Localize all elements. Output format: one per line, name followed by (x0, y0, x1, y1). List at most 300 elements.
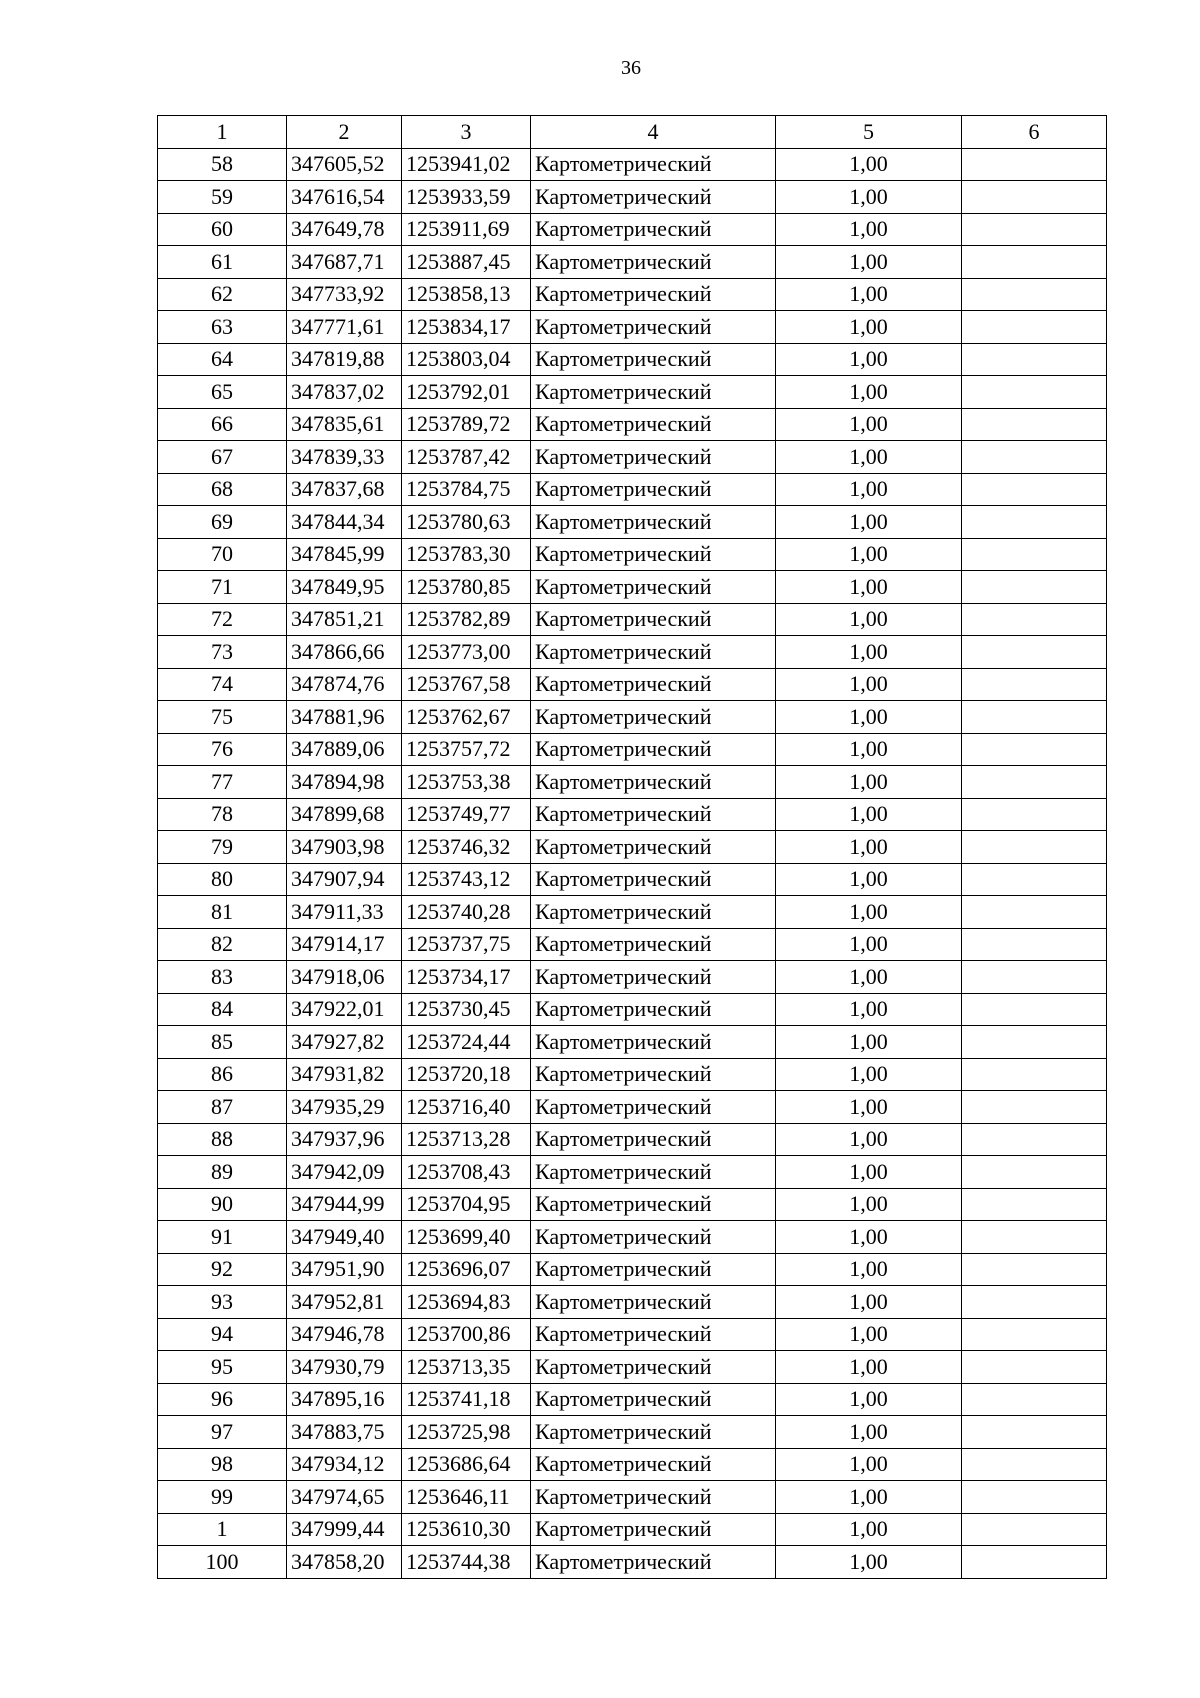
y-coordinate-cell: 1253694,83 (402, 1286, 531, 1319)
note-cell (962, 441, 1107, 474)
table-row (158, 1481, 1107, 1514)
table-row (158, 376, 1107, 409)
table-row (158, 831, 1107, 864)
table-body (158, 116, 1107, 1579)
y-coordinate-cell: 1253737,75 (402, 928, 531, 961)
note-cell (962, 473, 1107, 506)
method-cell: Картометрический (531, 1058, 776, 1091)
point-number-cell: 70 (158, 538, 287, 571)
method-cell: Картометрический (531, 701, 776, 734)
point-number-cell: 94 (158, 1318, 287, 1351)
note-cell (962, 1221, 1107, 1254)
method-cell: Картометрический (531, 213, 776, 246)
point-number-cell: 80 (158, 863, 287, 896)
accuracy-cell: 1,00 (776, 961, 962, 994)
method-cell: Картометрический (531, 1448, 776, 1481)
point-number-cell: 96 (158, 1383, 287, 1416)
note-cell (962, 1546, 1107, 1579)
x-coordinate-cell: 347918,06 (287, 961, 402, 994)
note-cell (962, 896, 1107, 929)
x-coordinate-cell: 347952,81 (287, 1286, 402, 1319)
x-coordinate-cell: 347858,20 (287, 1546, 402, 1579)
accuracy-cell: 1,00 (776, 1318, 962, 1351)
x-coordinate-cell: 347942,09 (287, 1156, 402, 1189)
point-number-cell: 69 (158, 506, 287, 539)
table-row (158, 766, 1107, 799)
accuracy-cell: 1,00 (776, 1156, 962, 1189)
table-row (158, 1091, 1107, 1124)
header-cell-1: 1 (158, 116, 287, 149)
x-coordinate-cell: 347687,71 (287, 246, 402, 279)
method-cell: Картометрический (531, 636, 776, 669)
header-cell-6: 6 (962, 116, 1107, 149)
table-row (158, 343, 1107, 376)
accuracy-cell: 1,00 (776, 213, 962, 246)
table-row (158, 1383, 1107, 1416)
note-cell (962, 1351, 1107, 1384)
point-number-cell: 99 (158, 1481, 287, 1514)
method-cell: Картометрический (531, 1416, 776, 1449)
point-number-cell: 85 (158, 1026, 287, 1059)
point-number-cell: 91 (158, 1221, 287, 1254)
table-row (158, 1318, 1107, 1351)
table-row (158, 668, 1107, 701)
note-cell (962, 1416, 1107, 1449)
point-number-cell: 58 (158, 148, 287, 181)
accuracy-cell: 1,00 (776, 246, 962, 279)
point-number-cell: 90 (158, 1188, 287, 1221)
note-cell (962, 1318, 1107, 1351)
x-coordinate-cell: 347937,96 (287, 1123, 402, 1156)
y-coordinate-cell: 1253700,86 (402, 1318, 531, 1351)
accuracy-cell: 1,00 (776, 473, 962, 506)
point-number-cell: 59 (158, 181, 287, 214)
note-cell (962, 181, 1107, 214)
x-coordinate-cell: 347934,12 (287, 1448, 402, 1481)
point-number-cell: 61 (158, 246, 287, 279)
method-cell: Картометрический (531, 1253, 776, 1286)
note-cell (962, 993, 1107, 1026)
note-cell (962, 701, 1107, 734)
y-coordinate-cell: 1253803,04 (402, 343, 531, 376)
method-cell: Картометрический (531, 1221, 776, 1254)
y-coordinate-cell: 1253834,17 (402, 311, 531, 344)
x-coordinate-cell: 347899,68 (287, 798, 402, 831)
method-cell: Картометрический (531, 733, 776, 766)
y-coordinate-cell: 1253699,40 (402, 1221, 531, 1254)
y-coordinate-cell: 1253789,72 (402, 408, 531, 441)
method-cell: Картометрический (531, 1156, 776, 1189)
table-row (158, 1351, 1107, 1384)
table-row (158, 1188, 1107, 1221)
accuracy-cell: 1,00 (776, 1546, 962, 1579)
table-row (158, 1156, 1107, 1189)
accuracy-cell: 1,00 (776, 863, 962, 896)
point-number-cell: 97 (158, 1416, 287, 1449)
x-coordinate-cell: 347649,78 (287, 213, 402, 246)
accuracy-cell: 1,00 (776, 278, 962, 311)
table-row (158, 473, 1107, 506)
note-cell (962, 1448, 1107, 1481)
point-number-cell: 63 (158, 311, 287, 344)
x-coordinate-cell: 347907,94 (287, 863, 402, 896)
table-row (158, 1058, 1107, 1091)
accuracy-cell: 1,00 (776, 636, 962, 669)
note-cell (962, 278, 1107, 311)
accuracy-cell: 1,00 (776, 1351, 962, 1384)
table-row (158, 1026, 1107, 1059)
y-coordinate-cell: 1253783,30 (402, 538, 531, 571)
y-coordinate-cell: 1253646,11 (402, 1481, 531, 1514)
y-coordinate-cell: 1253720,18 (402, 1058, 531, 1091)
method-cell: Картометрический (531, 506, 776, 539)
point-number-cell: 73 (158, 636, 287, 669)
table-row (158, 278, 1107, 311)
y-coordinate-cell: 1253753,38 (402, 766, 531, 799)
table-row (158, 441, 1107, 474)
accuracy-cell: 1,00 (776, 603, 962, 636)
point-number-cell: 78 (158, 798, 287, 831)
note-cell (962, 213, 1107, 246)
y-coordinate-cell: 1253787,42 (402, 441, 531, 474)
method-cell: Картометрический (531, 1383, 776, 1416)
y-coordinate-cell: 1253784,75 (402, 473, 531, 506)
x-coordinate-cell: 347616,54 (287, 181, 402, 214)
table-row (158, 636, 1107, 669)
method-cell: Картометрический (531, 148, 776, 181)
point-number-cell: 77 (158, 766, 287, 799)
y-coordinate-cell: 1253773,00 (402, 636, 531, 669)
accuracy-cell: 1,00 (776, 181, 962, 214)
point-number-cell: 67 (158, 441, 287, 474)
method-cell: Картометрический (531, 1351, 776, 1384)
x-coordinate-cell: 347974,65 (287, 1481, 402, 1514)
x-coordinate-cell: 347889,06 (287, 733, 402, 766)
point-number-cell: 71 (158, 571, 287, 604)
accuracy-cell: 1,00 (776, 148, 962, 181)
accuracy-cell: 1,00 (776, 896, 962, 929)
note-cell (962, 863, 1107, 896)
y-coordinate-cell: 1253725,98 (402, 1416, 531, 1449)
accuracy-cell: 1,00 (776, 343, 962, 376)
accuracy-cell: 1,00 (776, 1026, 962, 1059)
note-cell (962, 831, 1107, 864)
x-coordinate-cell: 347895,16 (287, 1383, 402, 1416)
accuracy-cell: 1,00 (776, 701, 962, 734)
x-coordinate-cell: 347931,82 (287, 1058, 402, 1091)
method-cell: Картометрический (531, 798, 776, 831)
note-cell (962, 571, 1107, 604)
method-cell: Картометрический (531, 766, 776, 799)
method-cell: Картометрический (531, 181, 776, 214)
method-cell: Картометрический (531, 408, 776, 441)
y-coordinate-cell: 1253767,58 (402, 668, 531, 701)
method-cell: Картометрический (531, 603, 776, 636)
accuracy-cell: 1,00 (776, 766, 962, 799)
table-row (158, 181, 1107, 214)
method-cell: Картометрический (531, 1546, 776, 1579)
table-row (158, 311, 1107, 344)
table-row (158, 701, 1107, 734)
y-coordinate-cell: 1253686,64 (402, 1448, 531, 1481)
table-row (158, 798, 1107, 831)
note-cell (962, 603, 1107, 636)
note-cell (962, 1481, 1107, 1514)
x-coordinate-cell: 347851,21 (287, 603, 402, 636)
x-coordinate-cell: 347844,34 (287, 506, 402, 539)
x-coordinate-cell: 347849,95 (287, 571, 402, 604)
method-cell: Картометрический (531, 928, 776, 961)
method-cell: Картометрический (531, 376, 776, 409)
table-row (158, 1253, 1107, 1286)
method-cell: Картометрический (531, 1513, 776, 1546)
accuracy-cell: 1,00 (776, 1091, 962, 1124)
note-cell (962, 376, 1107, 409)
accuracy-cell: 1,00 (776, 993, 962, 1026)
accuracy-cell: 1,00 (776, 1383, 962, 1416)
note-cell (962, 408, 1107, 441)
y-coordinate-cell: 1253730,45 (402, 993, 531, 1026)
point-number-cell: 86 (158, 1058, 287, 1091)
y-coordinate-cell: 1253713,28 (402, 1123, 531, 1156)
method-cell: Картометрический (531, 1026, 776, 1059)
table-row (158, 863, 1107, 896)
accuracy-cell: 1,00 (776, 376, 962, 409)
table-row (158, 1513, 1107, 1546)
x-coordinate-cell: 347903,98 (287, 831, 402, 864)
point-number-cell: 66 (158, 408, 287, 441)
x-coordinate-cell: 347935,29 (287, 1091, 402, 1124)
table-row (158, 1416, 1107, 1449)
x-coordinate-cell: 347951,90 (287, 1253, 402, 1286)
table-row (158, 993, 1107, 1026)
table-row (158, 603, 1107, 636)
table-row (158, 961, 1107, 994)
note-cell (962, 961, 1107, 994)
table-row (158, 538, 1107, 571)
y-coordinate-cell: 1253933,59 (402, 181, 531, 214)
y-coordinate-cell: 1253762,67 (402, 701, 531, 734)
accuracy-cell: 1,00 (776, 571, 962, 604)
point-number-cell: 92 (158, 1253, 287, 1286)
accuracy-cell: 1,00 (776, 798, 962, 831)
accuracy-cell: 1,00 (776, 538, 962, 571)
accuracy-cell: 1,00 (776, 1221, 962, 1254)
table-row (158, 1286, 1107, 1319)
note-cell (962, 1286, 1107, 1319)
point-number-cell: 95 (158, 1351, 287, 1384)
x-coordinate-cell: 347845,99 (287, 538, 402, 571)
method-cell: Картометрический (531, 441, 776, 474)
y-coordinate-cell: 1253740,28 (402, 896, 531, 929)
x-coordinate-cell: 347866,66 (287, 636, 402, 669)
point-number-cell: 88 (158, 1123, 287, 1156)
note-cell (962, 766, 1107, 799)
method-cell: Картометрический (531, 1123, 776, 1156)
x-coordinate-cell: 347999,44 (287, 1513, 402, 1546)
table-row (158, 148, 1107, 181)
y-coordinate-cell: 1253792,01 (402, 376, 531, 409)
method-cell: Картометрический (531, 896, 776, 929)
accuracy-cell: 1,00 (776, 1416, 962, 1449)
y-coordinate-cell: 1253782,89 (402, 603, 531, 636)
point-number-cell: 65 (158, 376, 287, 409)
coordinates-table (157, 115, 1107, 1579)
x-coordinate-cell: 347837,02 (287, 376, 402, 409)
y-coordinate-cell: 1253744,38 (402, 1546, 531, 1579)
x-coordinate-cell: 347605,52 (287, 148, 402, 181)
note-cell (962, 148, 1107, 181)
y-coordinate-cell: 1253911,69 (402, 213, 531, 246)
note-cell (962, 798, 1107, 831)
y-coordinate-cell: 1253887,45 (402, 246, 531, 279)
x-coordinate-cell: 347883,75 (287, 1416, 402, 1449)
note-cell (962, 636, 1107, 669)
point-number-cell: 72 (158, 603, 287, 636)
accuracy-cell: 1,00 (776, 408, 962, 441)
accuracy-cell: 1,00 (776, 831, 962, 864)
method-cell: Картометрический (531, 1188, 776, 1221)
method-cell: Картометрический (531, 278, 776, 311)
y-coordinate-cell: 1253746,32 (402, 831, 531, 864)
point-number-cell: 64 (158, 343, 287, 376)
accuracy-cell: 1,00 (776, 1123, 962, 1156)
y-coordinate-cell: 1253716,40 (402, 1091, 531, 1124)
accuracy-cell: 1,00 (776, 1513, 962, 1546)
point-number-cell: 62 (158, 278, 287, 311)
accuracy-cell: 1,00 (776, 668, 962, 701)
method-cell: Картометрический (531, 831, 776, 864)
y-coordinate-cell: 1253741,18 (402, 1383, 531, 1416)
table-header-row (158, 116, 1107, 149)
method-cell: Картометрический (531, 1286, 776, 1319)
table-row (158, 213, 1107, 246)
note-cell (962, 1188, 1107, 1221)
x-coordinate-cell: 347771,61 (287, 311, 402, 344)
x-coordinate-cell: 347949,40 (287, 1221, 402, 1254)
x-coordinate-cell: 347839,33 (287, 441, 402, 474)
method-cell: Картометрический (531, 473, 776, 506)
note-cell (962, 668, 1107, 701)
y-coordinate-cell: 1253708,43 (402, 1156, 531, 1189)
point-number-cell: 68 (158, 473, 287, 506)
method-cell: Картометрический (531, 1091, 776, 1124)
note-cell (962, 246, 1107, 279)
table-row (158, 896, 1107, 929)
x-coordinate-cell: 347733,92 (287, 278, 402, 311)
table-row (158, 928, 1107, 961)
y-coordinate-cell: 1253780,63 (402, 506, 531, 539)
method-cell: Картометрический (531, 1318, 776, 1351)
x-coordinate-cell: 347922,01 (287, 993, 402, 1026)
method-cell: Картометрический (531, 571, 776, 604)
table-row (158, 1546, 1107, 1579)
y-coordinate-cell: 1253757,72 (402, 733, 531, 766)
point-number-cell: 74 (158, 668, 287, 701)
note-cell (962, 1513, 1107, 1546)
accuracy-cell: 1,00 (776, 928, 962, 961)
x-coordinate-cell: 347946,78 (287, 1318, 402, 1351)
note-cell (962, 506, 1107, 539)
point-number-cell: 83 (158, 961, 287, 994)
page-number: 36 (621, 57, 641, 79)
note-cell (962, 1156, 1107, 1189)
point-number-cell: 81 (158, 896, 287, 929)
x-coordinate-cell: 347894,98 (287, 766, 402, 799)
y-coordinate-cell: 1253610,30 (402, 1513, 531, 1546)
x-coordinate-cell: 347837,68 (287, 473, 402, 506)
header-cell-3: 3 (402, 116, 531, 149)
note-cell (962, 1026, 1107, 1059)
method-cell: Картометрический (531, 993, 776, 1026)
note-cell (962, 928, 1107, 961)
y-coordinate-cell: 1253858,13 (402, 278, 531, 311)
x-coordinate-cell: 347927,82 (287, 1026, 402, 1059)
accuracy-cell: 1,00 (776, 311, 962, 344)
accuracy-cell: 1,00 (776, 733, 962, 766)
point-number-cell: 98 (158, 1448, 287, 1481)
x-coordinate-cell: 347930,79 (287, 1351, 402, 1384)
table-row (158, 733, 1107, 766)
note-cell (962, 1253, 1107, 1286)
point-number-cell: 76 (158, 733, 287, 766)
point-number-cell: 1 (158, 1513, 287, 1546)
y-coordinate-cell: 1253704,95 (402, 1188, 531, 1221)
method-cell: Картометрический (531, 343, 776, 376)
method-cell: Картометрический (531, 863, 776, 896)
accuracy-cell: 1,00 (776, 441, 962, 474)
x-coordinate-cell: 347819,88 (287, 343, 402, 376)
method-cell: Картометрический (531, 961, 776, 994)
accuracy-cell: 1,00 (776, 1286, 962, 1319)
point-number-cell: 89 (158, 1156, 287, 1189)
point-number-cell: 82 (158, 928, 287, 961)
note-cell (962, 1383, 1107, 1416)
table-row (158, 408, 1107, 441)
header-cell-5: 5 (776, 116, 962, 149)
point-number-cell: 79 (158, 831, 287, 864)
y-coordinate-cell: 1253696,07 (402, 1253, 531, 1286)
table-row (158, 1123, 1107, 1156)
accuracy-cell: 1,00 (776, 1481, 962, 1514)
x-coordinate-cell: 347835,61 (287, 408, 402, 441)
table-row (158, 1448, 1107, 1481)
y-coordinate-cell: 1253724,44 (402, 1026, 531, 1059)
note-cell (962, 538, 1107, 571)
note-cell (962, 1123, 1107, 1156)
y-coordinate-cell: 1253734,17 (402, 961, 531, 994)
accuracy-cell: 1,00 (776, 506, 962, 539)
point-number-cell: 93 (158, 1286, 287, 1319)
table-row (158, 1221, 1107, 1254)
note-cell (962, 343, 1107, 376)
table-row (158, 506, 1107, 539)
x-coordinate-cell: 347874,76 (287, 668, 402, 701)
accuracy-cell: 1,00 (776, 1188, 962, 1221)
note-cell (962, 311, 1107, 344)
accuracy-cell: 1,00 (776, 1448, 962, 1481)
y-coordinate-cell: 1253941,02 (402, 148, 531, 181)
method-cell: Картометрический (531, 668, 776, 701)
y-coordinate-cell: 1253749,77 (402, 798, 531, 831)
table-row (158, 246, 1107, 279)
method-cell: Картометрический (531, 538, 776, 571)
point-number-cell: 75 (158, 701, 287, 734)
header-cell-4: 4 (531, 116, 776, 149)
table-row (158, 571, 1107, 604)
point-number-cell: 100 (158, 1546, 287, 1579)
note-cell (962, 1091, 1107, 1124)
